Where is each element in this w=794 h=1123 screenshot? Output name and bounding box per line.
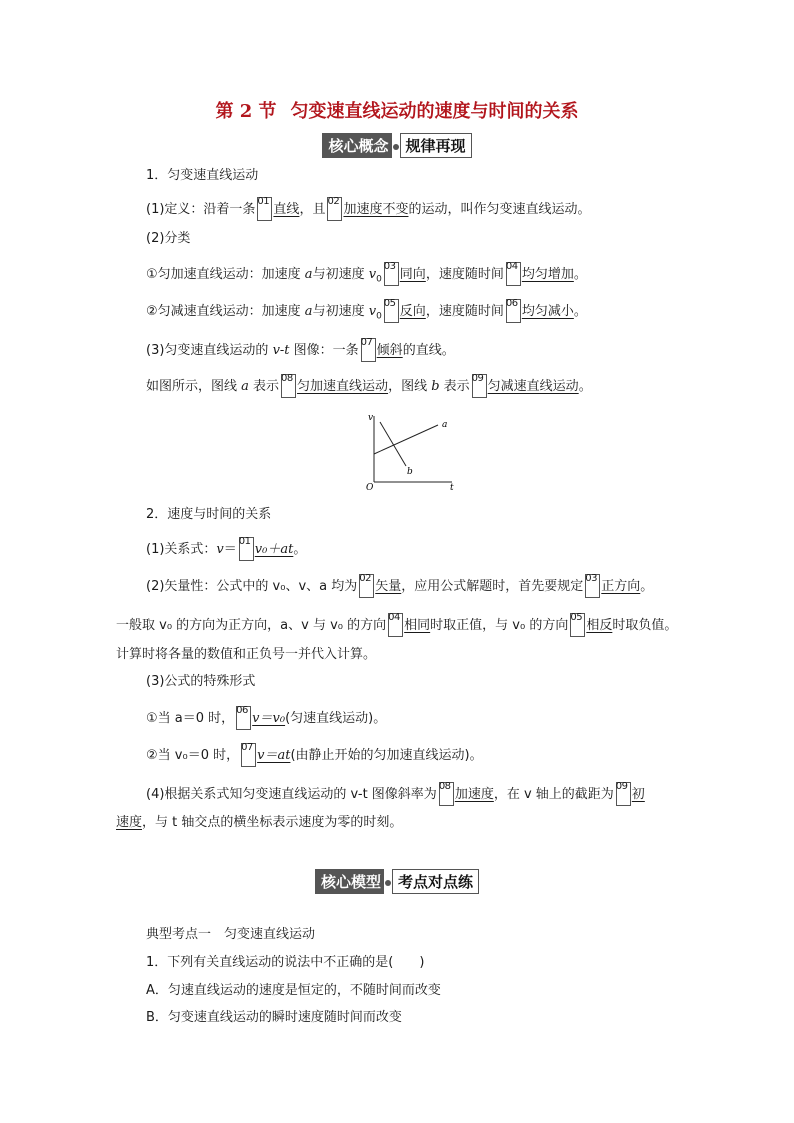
symbol: a (304, 304, 313, 319)
blank-number: 07 (241, 742, 253, 753)
blank-number: 01 (238, 536, 251, 547)
subscript: 0 (376, 274, 382, 285)
text: 一般取 v₀ 的方向为正方向，a、v 与 v₀ 的方向 (116, 618, 387, 633)
text: ，速度随时间 (425, 267, 504, 282)
banner-dot (385, 880, 391, 886)
text: (4)根据关系式知匀变速直线运动的 v-t 图像斜率为 (146, 787, 437, 802)
text: ，且 (299, 202, 326, 217)
option-a (146, 981, 441, 1001)
blank-number: 03 (585, 573, 598, 584)
text: 典型考点一 匀变速直线运动 (146, 927, 316, 942)
answer: 正方向 (601, 579, 641, 594)
blank-box (384, 299, 399, 323)
text: 与初速度 (312, 304, 369, 319)
text: 表示 (248, 379, 280, 394)
blank-number: 03 (383, 261, 396, 272)
blank-number: 06 (236, 705, 248, 716)
blank-box (616, 782, 631, 806)
calc-line (116, 645, 376, 665)
section-title: 匀变速直线运动的速度与时间的关系 (290, 101, 579, 122)
blank-box (472, 374, 487, 398)
answer: 矢量 (375, 579, 402, 594)
blank-number: 09 (471, 373, 484, 384)
answer: 相反 (586, 618, 613, 633)
text: 。 (573, 267, 587, 282)
blank-box (361, 338, 376, 362)
text: 的运动，叫作匀变速直线运动。 (408, 202, 591, 217)
text: 。 (578, 379, 592, 394)
blank-box (506, 299, 521, 323)
line-b-label: b (407, 467, 413, 477)
answer: 反向 (399, 304, 426, 319)
text: 1．下列有关直线运动的说法中不正确的是( ) (146, 955, 425, 970)
text: (由静止开始的匀加速直线运动)。 (290, 748, 483, 763)
banner-core-models (0, 869, 794, 894)
figure-line (146, 374, 592, 398)
blank-number: 04 (505, 261, 518, 272)
line-a (374, 425, 438, 454)
blank-box (239, 537, 254, 561)
symbol: v (368, 304, 377, 319)
special-form-heading (146, 672, 255, 692)
banner-dot (393, 144, 399, 150)
text: 如图所示，图线 (146, 379, 242, 394)
text: 的直线。 (402, 343, 455, 358)
page-title (0, 97, 794, 123)
special-form-1 (146, 706, 386, 730)
banner-core-concepts (0, 133, 794, 158)
section-number: 第 2 节 (215, 101, 277, 122)
text: ，在 v 轴上的截距为 (493, 787, 614, 802)
option-b (146, 1008, 402, 1028)
blank-box (359, 574, 374, 598)
answer: v＝at (257, 748, 291, 763)
banner-left: 核心概念 (322, 133, 391, 158)
v-axis-label: v (368, 413, 374, 423)
text: (2)分类 (146, 231, 191, 246)
banner-left: 核心模型 (315, 869, 384, 894)
origin-label: O (366, 483, 374, 490)
vector-line (146, 574, 653, 598)
blank-number: 05 (383, 298, 396, 309)
text: 时取正值，与 v₀ 的方向 (430, 618, 569, 633)
text: ②当 v₀＝0 时， (146, 748, 240, 763)
blank-box (570, 613, 585, 637)
text: (3)匀变速直线运动的 (146, 343, 273, 358)
answer: 初 (631, 787, 645, 802)
blank-box (327, 197, 342, 221)
text: B．匀变速直线运动的瞬时速度随时间而改变 (146, 1010, 402, 1025)
answer: 匀加速直线运动 (297, 379, 389, 394)
symbol: v (216, 542, 224, 557)
blank-number: 02 (359, 573, 371, 584)
symbol: v (368, 267, 377, 282)
blank-number: 04 (388, 612, 400, 623)
blank-box (236, 706, 251, 730)
classification-heading (146, 229, 190, 249)
blank-number: 08 (438, 781, 451, 792)
text: ①当 a＝0 时， (146, 711, 235, 726)
blank-box (439, 782, 454, 806)
banner-right: 规律再现 (400, 133, 472, 158)
answer: 均匀减小 (521, 304, 574, 319)
relation-line (146, 537, 306, 561)
line-a-label: a (442, 420, 448, 430)
answer: 加速度不变 (343, 202, 409, 217)
text: 时取负值。 (612, 618, 678, 633)
answer: 加速度 (454, 787, 494, 802)
answer: v＝v₀ (252, 711, 286, 726)
blank-number: 01 (257, 196, 270, 207)
t-axis-label: t (450, 483, 454, 490)
direction-line (116, 613, 677, 637)
banner-right: 考点对点练 (392, 869, 479, 894)
blank-box (506, 262, 521, 286)
definition-line (146, 197, 590, 221)
slope-line-cont (116, 813, 402, 833)
subscript: 0 (376, 311, 382, 322)
text: ＝ (223, 542, 237, 557)
blank-number: 08 (281, 373, 293, 384)
text: ①匀加速直线运动：加速度 (146, 267, 305, 282)
answer: v₀＋at (254, 542, 294, 557)
text: ，速度随时间 (425, 304, 504, 319)
symbol: a (241, 379, 249, 394)
symbol: a (304, 267, 313, 282)
blank-number: 09 (615, 781, 628, 792)
answer: 倾斜 (376, 343, 403, 358)
heading-text: 2．速度与时间的关系 (146, 507, 272, 522)
heading-2 (146, 505, 271, 525)
answer: 直线 (273, 202, 300, 217)
accel-line (146, 262, 587, 290)
decel-line (146, 299, 587, 327)
heading-1 (146, 166, 258, 186)
text: (3)公式的特殊形式 (146, 674, 256, 689)
vt-graph (360, 410, 460, 490)
text: 计算时将各量的数值和正负号一并代入计算。 (116, 647, 377, 662)
symbol: b (431, 379, 440, 394)
blank-box (384, 262, 399, 286)
text: 。 (573, 304, 587, 319)
blank-box (281, 374, 296, 398)
text: 与初速度 (312, 267, 369, 282)
blank-number: 06 (505, 298, 518, 309)
blank-box (388, 613, 403, 637)
question-1 (146, 953, 424, 973)
answer: 匀减速直线运动 (487, 379, 579, 394)
text: (匀速直线运动)。 (285, 711, 387, 726)
text: 图像：一条 (289, 343, 359, 358)
text: (1)定义：沿着一条 (146, 202, 256, 217)
text: ，与 t 轴交点的横坐标表示速度为零的时刻。 (142, 815, 403, 830)
blank-number: 07 (360, 337, 373, 348)
text: (2)矢量性：公式中的 v₀、v、a 均为 (146, 579, 358, 594)
symbol: v-t (272, 343, 290, 358)
text: ，图线 (388, 379, 432, 394)
slope-line (146, 782, 645, 806)
blank-box (257, 197, 272, 221)
answer: 相同 (404, 618, 431, 633)
answer: 均匀增加 (521, 267, 574, 282)
text: 表示 (439, 379, 470, 394)
text: 。 (293, 542, 307, 557)
text: ②匀减速直线运动：加速度 (146, 304, 305, 319)
blank-box (241, 743, 256, 767)
special-form-2 (146, 743, 483, 767)
line-b (380, 422, 406, 466)
blank-number: 02 (327, 196, 340, 207)
text: (1)关系式： (146, 542, 217, 557)
blank-number: 05 (570, 612, 583, 623)
blank-box (585, 574, 600, 598)
answer: 速度 (116, 815, 143, 830)
answer: 同向 (399, 267, 426, 282)
text: ，应用公式解题时，首先要规定 (401, 579, 584, 594)
heading-text: 1．匀变速直线运动 (146, 168, 259, 183)
text: 。 (640, 579, 654, 594)
topic-heading (146, 925, 315, 945)
vt-graph-line (146, 338, 455, 362)
text: A．匀速直线运动的速度是恒定的，不随时间而改变 (146, 983, 441, 998)
